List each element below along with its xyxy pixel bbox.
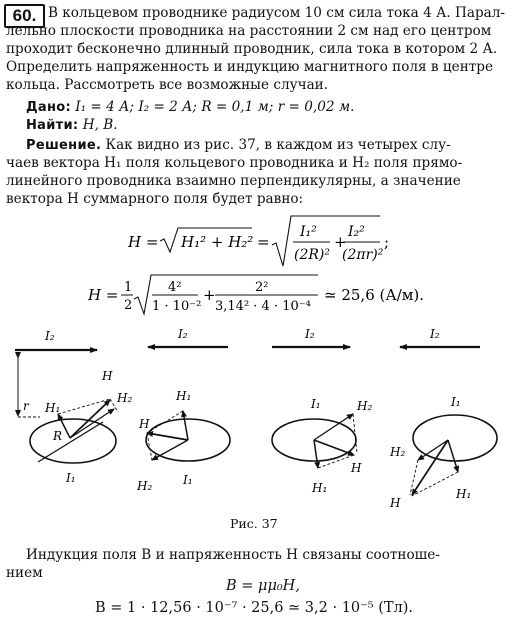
vector-H <box>147 433 188 440</box>
label-I2: I₂ <box>178 327 188 341</box>
formula1-frac2-den: (2πr)² <box>342 247 384 263</box>
formula2-frac2-den: 3,14² · 4 · 10⁻⁴ <box>215 299 311 314</box>
case-2-diagram <box>136 327 230 493</box>
statement-line-5: кольца. Рассмотреть все возможные случаи. <box>6 77 329 93</box>
guide-line <box>147 411 183 433</box>
statement-line-3: проходит бесконечно длинный проводник, сила тока в котором 2 А. <box>6 41 498 57</box>
formula1-lhs: H = <box>128 233 159 251</box>
vector-H1 <box>448 440 458 472</box>
given-label: Дано: <box>26 100 71 115</box>
formula1-frac2-num: I₂² <box>348 224 365 240</box>
formula2-lhs: H = <box>88 286 119 304</box>
find-line <box>26 117 118 135</box>
label-I2: I₂ <box>45 329 55 343</box>
statement-line-2: лельно плоскости проводника на расстоянии 2 см над его центром <box>6 23 492 39</box>
figure-caption: Рис. 37 <box>230 516 278 531</box>
vector-H <box>314 440 354 455</box>
vector-H1 <box>314 440 318 468</box>
label-H1: H₁ <box>45 401 61 415</box>
find-label: Найти: <box>26 118 79 133</box>
label-I2: I₂ <box>305 327 315 341</box>
formula2-frac2-num: 2² <box>255 280 269 295</box>
case-4-diagram <box>389 327 497 510</box>
formula1-frac1-num: I₁² <box>300 224 317 240</box>
label-H2: H₂ <box>117 391 133 405</box>
label-H: H <box>390 496 401 510</box>
label-H1: H₁ <box>312 481 328 495</box>
label-H2: H₂ <box>390 445 406 459</box>
label-H: H <box>351 461 362 475</box>
solution-line-3: линейного проводника взаимно перпендикулярны, а значение <box>6 173 461 189</box>
formula-b-result: B = 1 · 12,56 · 10⁻⁷ · 25,6 ≃ 3,2 · 10⁻⁵ (Тл). <box>95 600 414 616</box>
formula2-plus: + <box>203 286 216 304</box>
solution-line-1 <box>26 137 451 155</box>
vector-H2 <box>152 440 188 460</box>
find-values: H, B. <box>82 117 118 133</box>
statement-line-4: Определить напряженность и индукцию магнитного поля в центре <box>6 59 494 75</box>
solution-line-2: чаев вектора H₁ поля кольцевого проводника и H₂ поля прямо- <box>6 155 463 171</box>
label-H1: H₁ <box>176 389 192 403</box>
formula2-frac1-num: 4² <box>168 280 182 295</box>
vector-H1 <box>183 411 188 440</box>
label-r: r <box>23 399 29 413</box>
label-H: H <box>139 417 150 431</box>
formula-b: B = μμ₀H, <box>226 578 300 594</box>
label-I2: I₂ <box>430 327 440 341</box>
label-H: H <box>102 369 113 383</box>
formula-h-numeric <box>0 272 513 322</box>
ring-conductor <box>413 415 497 461</box>
formula1-equals: = <box>257 233 270 251</box>
formula2-half-num: 1 <box>124 280 133 295</box>
case-1-diagram <box>15 329 132 485</box>
given-line <box>26 99 354 117</box>
label-H2: H₂ <box>137 479 153 493</box>
formula1-plus: + <box>334 233 347 251</box>
problem-number: 60. <box>4 4 45 28</box>
label-H1: H₁ <box>456 487 472 501</box>
formula1-frac1-den: (2R)² <box>294 247 330 263</box>
guide-line <box>318 455 354 468</box>
label-I1: I₁ <box>66 471 76 485</box>
label-R: R <box>53 429 63 443</box>
solution-text-1: Как видно из рис. 37, в каждом из четырех слу- <box>105 137 451 153</box>
formula2-result: ≃ 25,6 (А/м). <box>324 286 425 304</box>
figure-37 <box>0 320 513 520</box>
vector-H2 <box>70 409 114 438</box>
formula1-sqrt-content: H₁² + H₂² <box>181 233 254 251</box>
formula2-frac1-den: 1 · 10⁻² <box>152 299 202 314</box>
case-3-diagram <box>272 327 372 495</box>
radius-line <box>38 422 103 462</box>
statement-line-1: В кольцевом проводнике радиусом 10 см сила тока 4 А. Парал- <box>48 5 505 21</box>
label-I1: I₁ <box>311 397 321 411</box>
formula-h-general <box>0 214 513 270</box>
solution-label: Решение. <box>26 138 102 153</box>
conclusion-line-2: нием <box>6 565 43 581</box>
given-values: I₁ = 4 А; I₂ = 2 А; R = 0,1 м; r = 0,02 м. <box>75 99 355 115</box>
formula1-end: ; <box>384 233 390 251</box>
conclusion-line-1: Индукция поля B и напряженность H связаны соотноше- <box>26 547 440 563</box>
label-H2: H₂ <box>357 399 373 413</box>
label-I1: I₁ <box>451 395 461 409</box>
solution-line-4: вектора H суммарного поля будет равно: <box>6 191 304 207</box>
formula2-half-den: 2 <box>124 298 133 313</box>
label-I1: I₁ <box>183 473 193 487</box>
guide-line <box>410 460 418 495</box>
